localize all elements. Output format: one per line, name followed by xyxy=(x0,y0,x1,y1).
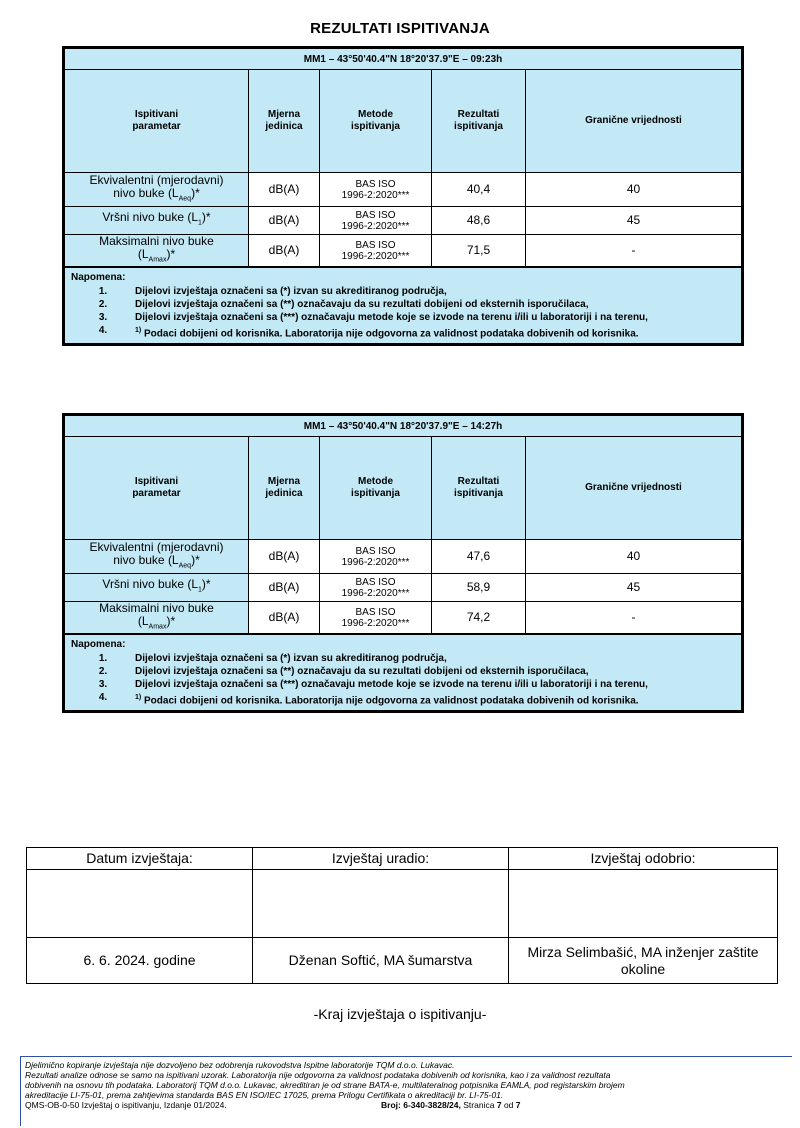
header-unit: Mjerna jedinica xyxy=(249,70,320,173)
note-item: 1. Dijelovi izvještaja označeni sa (*) izvan su akreditiranog područja, xyxy=(98,286,447,298)
form-code: QMS-OB-0-50 Izvještaj o ispitivanju, Izdanje 01/2024. xyxy=(25,1100,227,1110)
footer-line: Rezultati analize odnose se samo na ispitivani uzorak. Laboratorija nije odgovorna za validnost podataka dobivenih od korisnika, kao i za validnost rezultata xyxy=(25,1070,611,1080)
footer-line: dobivenih na osnovu tih podataka. Laboratorij TQM d.o.o. Lukavac, akreditiran je od strane BATA-e, multilateralnog potpisnika EAMLA, pod registarskim brojem xyxy=(25,1080,625,1090)
note-item: 4. $^{1)}$ Podaci dobijeni od korisnika. Laboratorija nije odgovorna za validnost podataka dobivenih od korisnika. xyxy=(98,325,639,340)
header-param: Ispitivani parametar xyxy=(65,70,249,173)
results-table-1 xyxy=(64,48,742,267)
header-method: Metode ispitivanja xyxy=(320,70,432,173)
unit-cell: dB(A) xyxy=(249,207,320,235)
measurement-caption: MM1 – 43°50'40.4"N 18°20'37.9"E – 14:27h xyxy=(65,416,742,437)
measurement-caption: MM1 – 43°50'40.4"N 18°20'37.9"E – 09:23h xyxy=(65,49,742,70)
signature-space xyxy=(509,870,778,938)
note-item: 4. $^{1)}$ Podaci dobijeni od korisnika. Laboratorija nije odgovorna za validnost podataka dobivenih od korisnika. xyxy=(98,692,639,707)
signature-space xyxy=(253,870,509,938)
prepared-by-name: Dženan Softić, MA šumarstva xyxy=(253,938,509,984)
method-cell: BAS ISO 1996-2:2020*** xyxy=(320,235,432,267)
note-item: 2. Dijelovi izvještaja označeni sa (**) označavaju da su rezultati dobijeni od eksternih isporučilaca, xyxy=(98,299,589,311)
limit-cell: 45 xyxy=(526,574,742,602)
limit-cell: 40 xyxy=(526,173,742,207)
report-number: Broj: 6-340-3828/24, Stranica 7 od 7 xyxy=(381,1100,521,1110)
result-cell: 58,9 xyxy=(432,574,526,602)
result-cell: 47,6 xyxy=(432,540,526,574)
header-result: Rezultati ispitivanja xyxy=(432,437,526,540)
prepared-by-header: Izvještaj uradio: xyxy=(253,848,509,870)
results-table-2 xyxy=(64,415,742,634)
table-row xyxy=(65,207,742,235)
table-row xyxy=(65,173,742,207)
header-result: Rezultati ispitivanja xyxy=(432,70,526,173)
header-param: Ispitivani parametar xyxy=(65,437,249,540)
limit-cell: - xyxy=(526,602,742,634)
result-cell: 74,2 xyxy=(432,602,526,634)
param-cell: Vršni nivo buke $(L_1)*$ xyxy=(65,574,249,602)
results-block-1 xyxy=(62,46,744,346)
notes-box xyxy=(64,267,742,343)
header-limit: Granične vrijednosti xyxy=(526,437,742,540)
unit-cell: dB(A) xyxy=(249,540,320,574)
results-block-2 xyxy=(62,413,744,713)
method-cell: BAS ISO 1996-2:2020*** xyxy=(320,574,432,602)
table-row xyxy=(65,574,742,602)
limit-cell: 45 xyxy=(526,207,742,235)
note-item: 3. Dijelovi izvještaja označeni sa (***) označavaju metode koje se izvode na terenu i/ili u laboratoriji i na terenu, xyxy=(98,679,648,691)
table-row xyxy=(65,235,742,267)
param-cell: Ekvivalentni (mjerodavni) nivo buke $(L_{Aeq})*$ xyxy=(65,173,249,207)
table-row xyxy=(65,540,742,574)
method-cell: BAS ISO 1996-2:2020*** xyxy=(320,173,432,207)
unit-cell: dB(A) xyxy=(249,574,320,602)
limit-cell: 40 xyxy=(526,540,742,574)
param-cell: Maksimalni nivo buke $(L_{Amax})*$ xyxy=(65,602,249,634)
notes-box xyxy=(64,634,742,710)
footer-line: Djelimično kopiranje izvještaja nije dozvoljeno bez odobrenja rukovodstva Ispitne laboratorije TQM d.o.o. Lukavac. xyxy=(25,1060,455,1070)
header-unit: Mjerna jedinica xyxy=(249,437,320,540)
footer-line: akreditacije LI-75-01, prema zahtjevima standarda BAS EN ISO/IEC 17025, prema Prilogu Certifikata o akreditaciji br. LI-75-01. xyxy=(25,1090,504,1100)
param-cell: Ekvivalentni (mjerodavni) nivo buke $(L_{Aeq})*$ xyxy=(65,540,249,574)
note-item: 2. Dijelovi izvještaja označeni sa (**) označavaju da su rezultati dobijeni od eksternih isporučilaca, xyxy=(98,666,589,678)
unit-cell: dB(A) xyxy=(249,602,320,634)
unit-cell: dB(A) xyxy=(249,235,320,267)
limit-cell: - xyxy=(526,235,742,267)
table-row xyxy=(65,602,742,634)
method-cell: BAS ISO 1996-2:2020*** xyxy=(320,540,432,574)
result-cell: 40,4 xyxy=(432,173,526,207)
notes-title: Napomena: xyxy=(71,639,126,651)
signature-space xyxy=(27,870,253,938)
header-limit: Granične vrijednosti xyxy=(526,70,742,173)
param-cell: Maksimalni nivo buke $(L_{Amax})*$ xyxy=(65,235,249,267)
method-cell: BAS ISO 1996-2:2020*** xyxy=(320,207,432,235)
result-cell: 48,6 xyxy=(432,207,526,235)
note-item: 1. Dijelovi izvještaja označeni sa (*) izvan su akreditiranog područja, xyxy=(98,653,447,665)
header-method: Metode ispitivanja xyxy=(320,437,432,540)
signature-table xyxy=(26,847,778,984)
date-header: Datum izvještaja: xyxy=(27,848,253,870)
result-cell: 71,5 xyxy=(432,235,526,267)
method-cell: BAS ISO 1996-2:2020*** xyxy=(320,602,432,634)
report-date: 6. 6. 2024. godine xyxy=(27,938,253,984)
approved-by-header: Izvještaj odobrio: xyxy=(509,848,778,870)
notes-title: Napomena: xyxy=(71,272,126,284)
approved-by-name: Mirza Selimbašić, MA inženjer zaštite okoline xyxy=(509,938,778,984)
unit-cell: dB(A) xyxy=(249,173,320,207)
note-item: 3. Dijelovi izvještaja označeni sa (***) označavaju metode koje se izvode na terenu i/ili u laboratoriji i na terenu, xyxy=(98,312,648,324)
page-footer xyxy=(20,1056,792,1126)
end-of-report: -Kraj izvještaja o ispitivanju- xyxy=(313,1006,487,1022)
param-cell: Vršni nivo buke $(L_1)*$ xyxy=(65,207,249,235)
page-title: REZULTATI ISPITIVANJA xyxy=(310,20,490,37)
